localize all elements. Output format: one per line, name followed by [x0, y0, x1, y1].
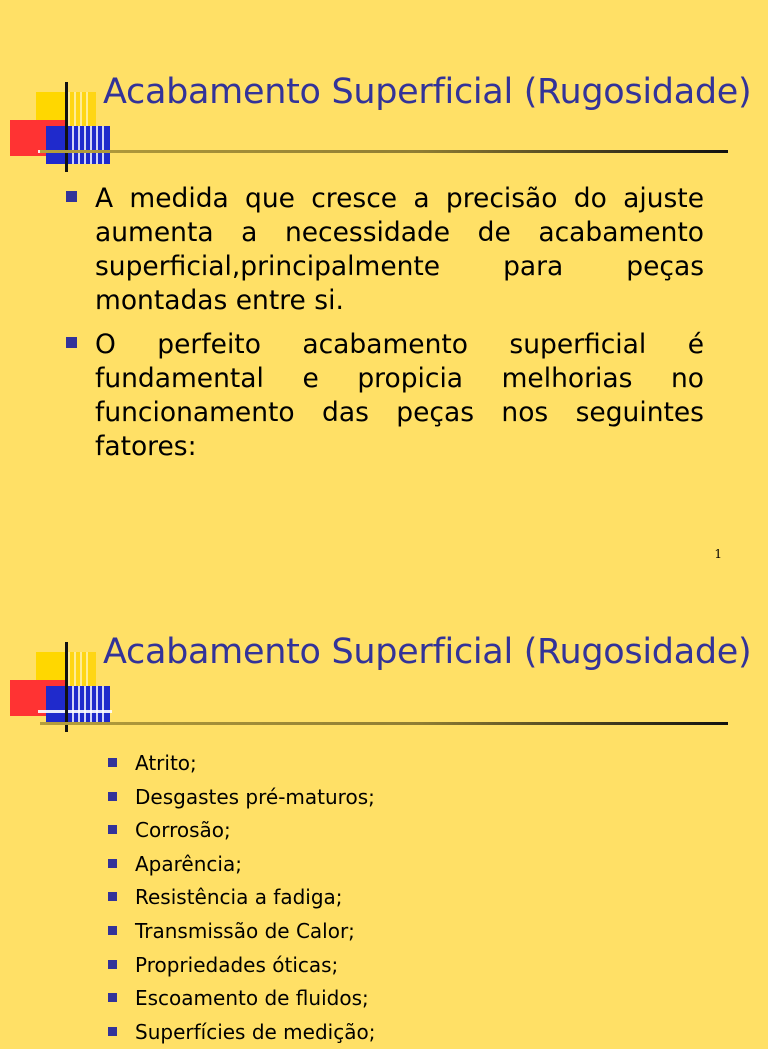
square-bullet-icon	[108, 926, 117, 935]
square-bullet-icon	[108, 859, 117, 868]
list-item: Corrosão;	[106, 814, 375, 848]
bullet-list	[64, 182, 704, 474]
square-bullet-icon	[108, 960, 117, 969]
slide-2	[0, 572, 768, 1044]
square-bullet-icon	[108, 792, 117, 801]
slide-title: Acabamento Superficial (Rugosidade)	[103, 72, 752, 112]
square-bullet-icon	[66, 191, 77, 202]
slide-decoration-logo	[0, 560, 120, 740]
list-item: Atrito;	[106, 747, 375, 781]
list-item: Transmissão de Calor;	[106, 915, 375, 949]
square-bullet-icon	[108, 993, 117, 1002]
list-item: Propriedades óticas;	[106, 949, 375, 983]
list-item: Aparência;	[106, 848, 375, 882]
title-underline	[40, 150, 728, 153]
square-bullet-icon	[108, 892, 117, 901]
bullet-list	[106, 747, 375, 1049]
square-bullet-icon	[108, 1027, 117, 1036]
square-bullet-icon	[108, 825, 117, 834]
slide-title: Acabamento Superficial (Rugosidade)	[103, 632, 752, 672]
square-bullet-icon	[66, 337, 77, 348]
list-item: Resistência a fadiga;	[106, 881, 375, 915]
list-item: O perfeito acabamento superficial é fundamental e propicia melhorias no funcionamento das peças nos seguintes fatores:	[64, 328, 704, 464]
list-item: Escoamento de fluidos;	[106, 982, 375, 1016]
slide-decoration-logo	[0, 0, 120, 180]
page-number: 1	[714, 547, 722, 561]
list-item: Superfícies de medição;	[106, 1016, 375, 1049]
list-item: A medida que cresce a precisão do ajuste aumenta a necessidade de acabamento superficial,principalmente para peças montadas entre si.	[64, 182, 704, 318]
square-bullet-icon	[108, 758, 117, 767]
list-item: Desgastes pré-maturos;	[106, 781, 375, 815]
title-underline	[40, 722, 728, 725]
